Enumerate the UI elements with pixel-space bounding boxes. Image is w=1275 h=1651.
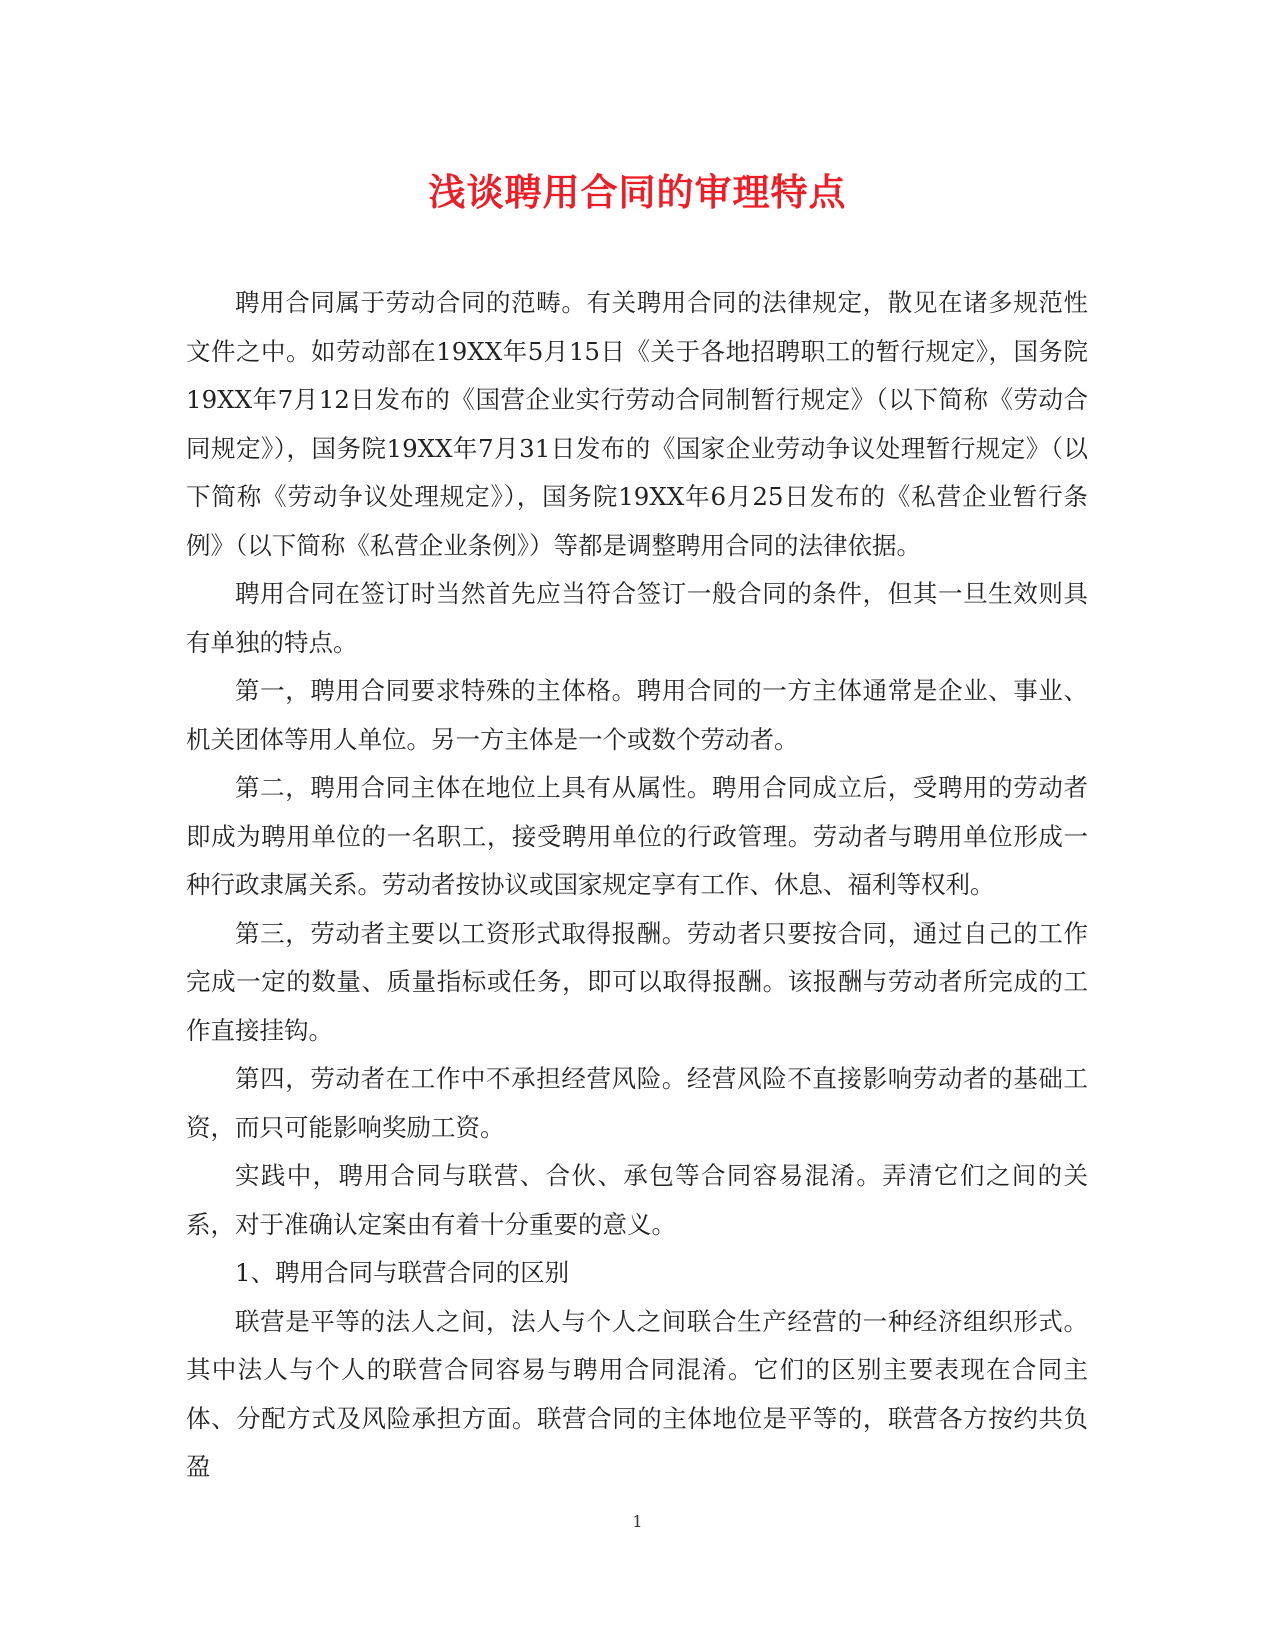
paragraph: 第三，劳动者主要以工资形式取得报酬。劳动者只要按合同，通过自己的工作完成一定的数量、质量指标或任务，即可以取得报酬。该报酬与劳动者所完成的工作直接挂钩。 (186, 918, 1088, 1045)
paragraph: 第一，聘用合同要求特殊的主体格。聘用合同的一方主体通常是企业、事业、机关团体等用人单位。另一方主体是一个或数个劳动者。 (186, 676, 1088, 754)
page-number: 1 (632, 1512, 643, 1531)
paragraph: 联营是平等的法人之间，法人与个人之间联合生产经营的一种经济组织形式。其中法人与个人的联营合同容易与聘用合同混淆。它们的区别主要表现在合同主体、分配方式及风险承担方面。联营合同的主体地位是平等的，联营各方按约共负盈 (186, 1306, 1088, 1481)
paragraph: 聘用合同在签订时当然首先应当符合签订一般合同的条件，但其一旦生效则具有单独的特点。 (186, 579, 1088, 657)
document-body (186, 279, 1088, 1492)
section-heading: 1、聘用合同与联营合同的区别 (235, 1258, 570, 1287)
paragraph: 实践中，聘用合同与联营、合伙、承包等合同容易混淆。弄清它们之间的关系，对于准确认定案由有着十分重要的意义。 (186, 1161, 1088, 1239)
paragraph: 第四，劳动者在工作中不承担经营风险。经营风险不直接影响劳动者的基础工资，而只可能影响奖励工资。 (186, 1064, 1088, 1142)
paragraph: 聘用合同属于劳动合同的范畴。有关聘用合同的法律规定，散见在诸多规范性文件之中。如劳动部在19XX年5月15日《关于各地招聘职工的暂行规定》，国务院19XX年7月12日发布的《国营企业实行劳动合同制暂行规定》（以下简称《劳动合同规定》），国务院19XX年7月31日发布的《国家企业劳动争议处理暂行规定》（以下简称《劳动争议处理规定》），国务院19XX年6月25日发布的《私营企业暂行条例》（以下简称《私营企业条例》）等都是调整聘用合同的法律依据。 (186, 288, 1088, 560)
document-title: 浅谈聘用合同的审理特点 (428, 170, 847, 214)
paragraph: 第二，聘用合同主体在地位上具有从属性。聘用合同成立后，受聘用的劳动者即成为聘用单位的一名职工，接受聘用单位的行政管理。劳动者与聘用单位形成一种行政隶属关系。劳动者按协议或国家规定享有工作、休息、福利等权利。 (186, 773, 1088, 899)
